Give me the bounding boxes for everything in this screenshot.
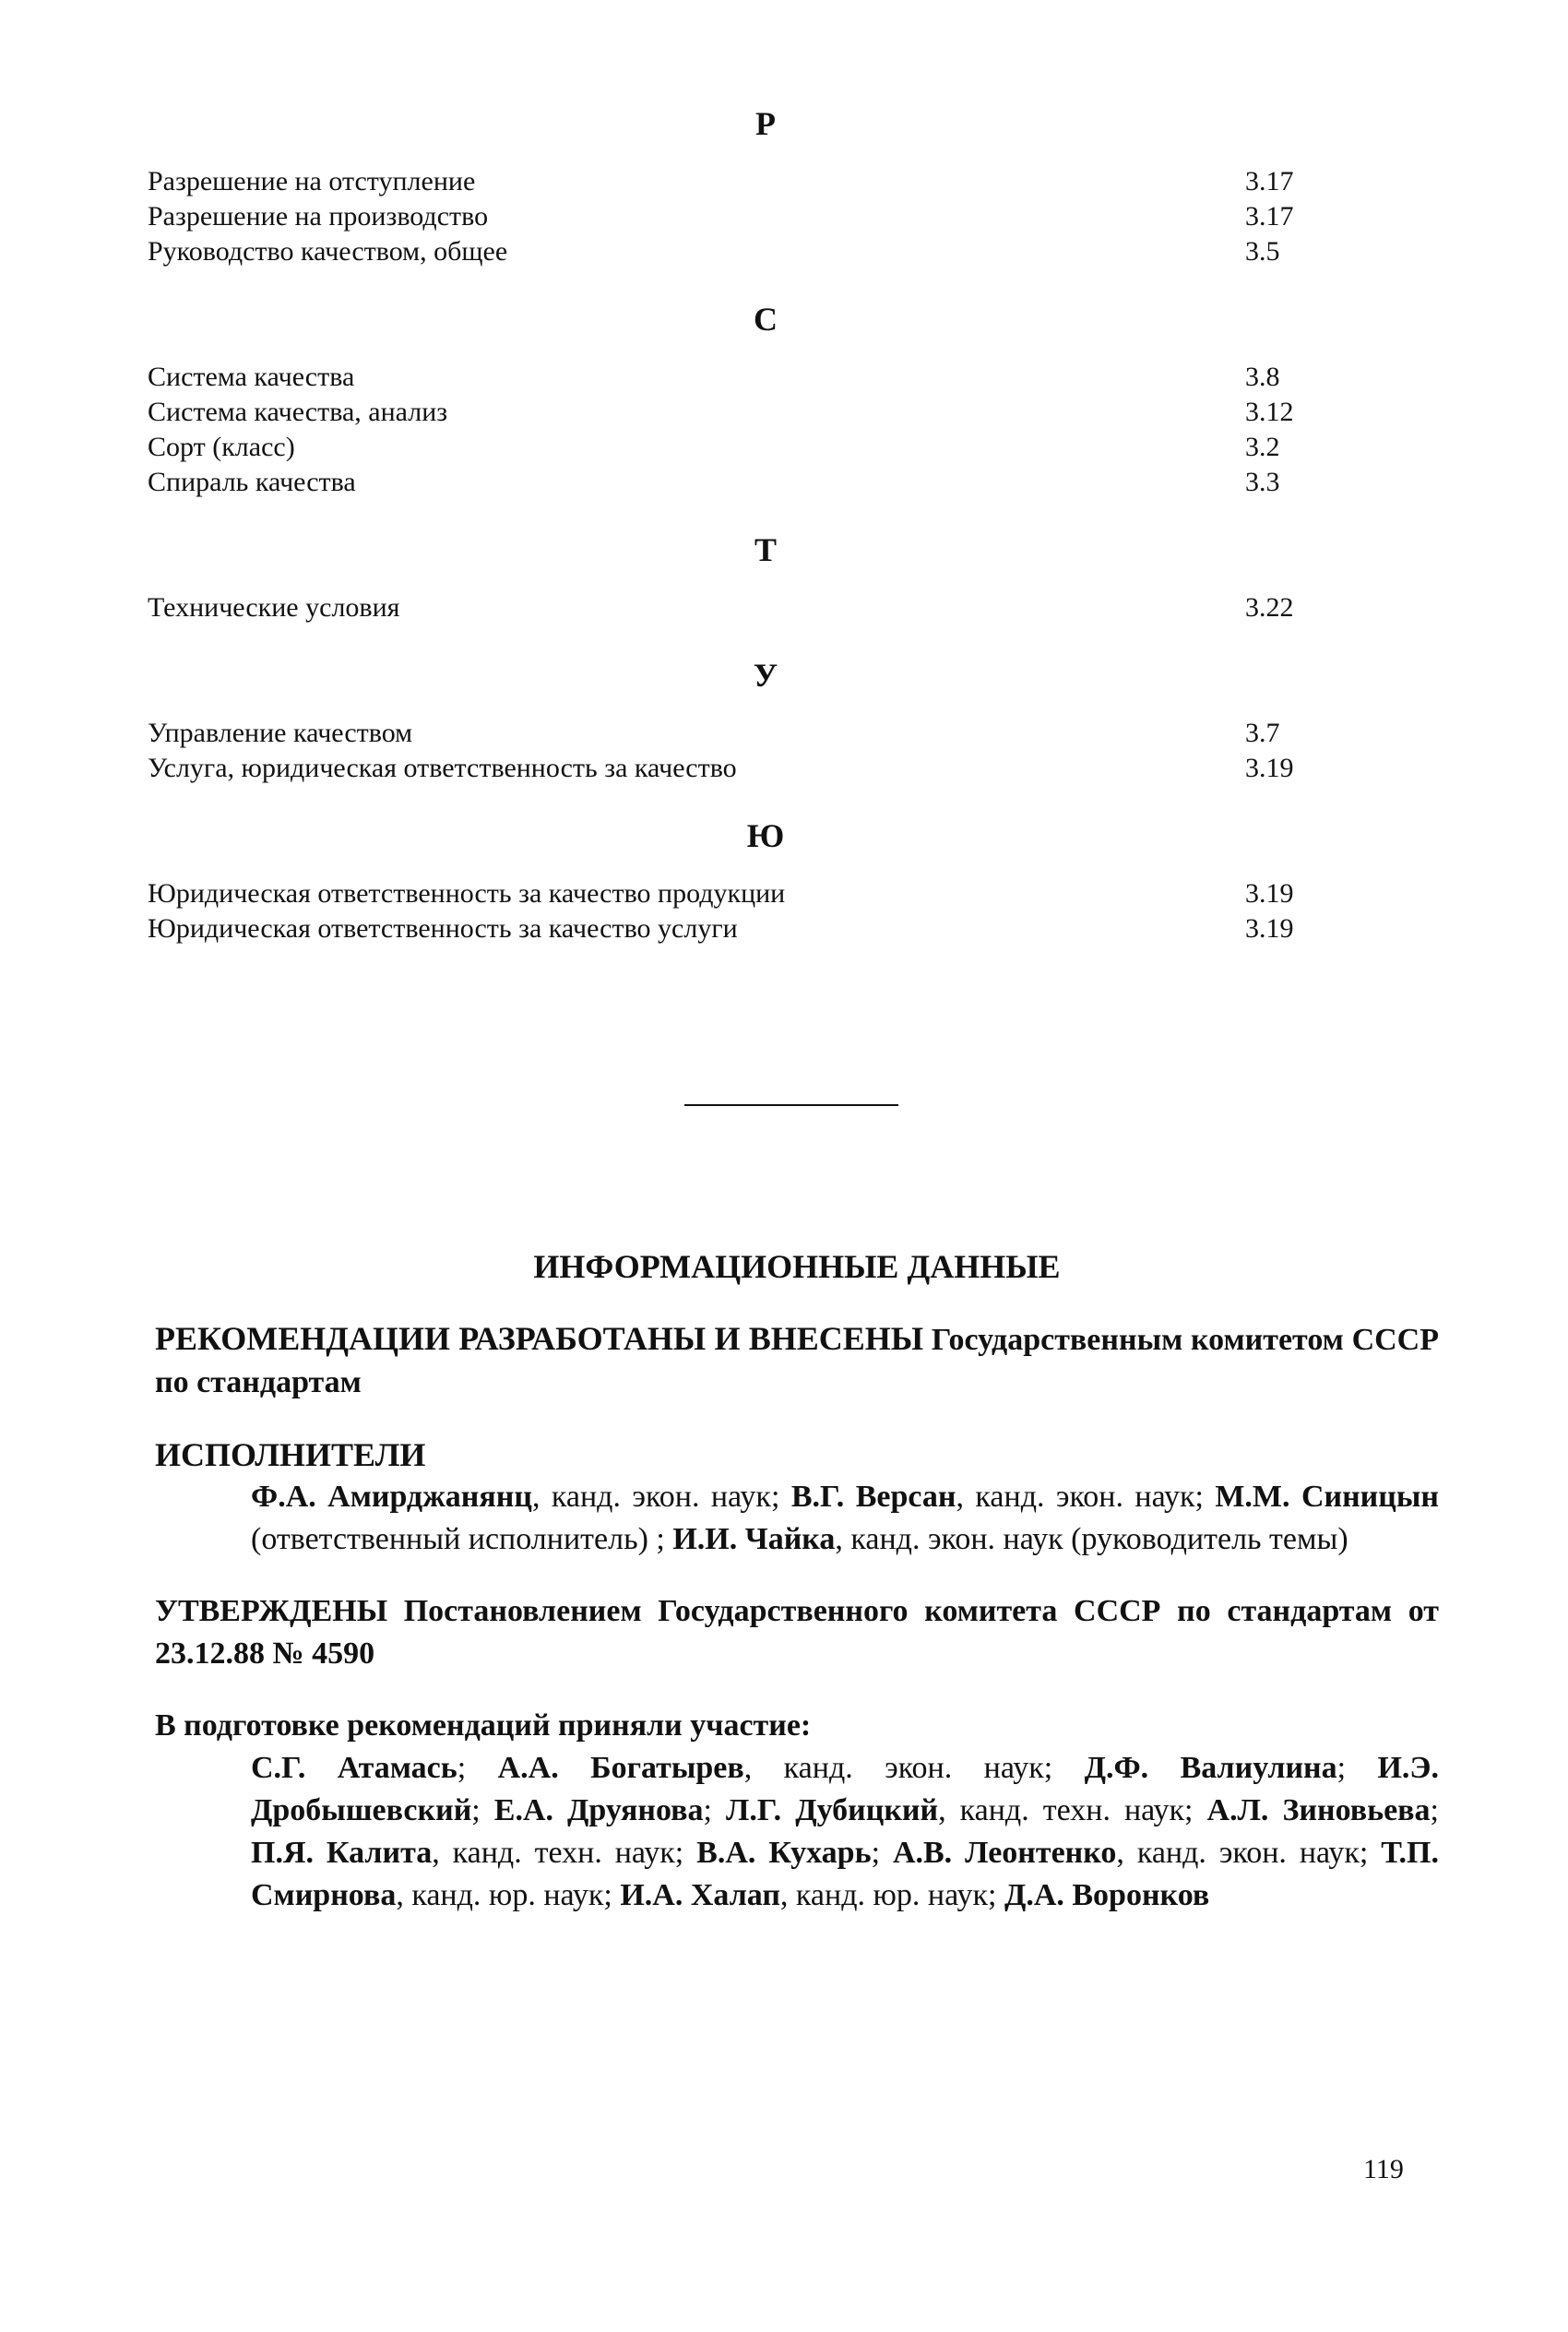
person-name: И.И. Чайка xyxy=(672,1522,836,1556)
person-name: И.Э. Дробышевский xyxy=(251,1751,1439,1827)
person-note: , канд. юр. наук; xyxy=(396,1878,621,1912)
index-term: Система качества, анализ xyxy=(148,397,448,427)
index-ref: 3.17 xyxy=(1245,166,1294,196)
index-ref: 3.19 xyxy=(1245,878,1294,909)
person-name: И.А. Халап xyxy=(620,1878,780,1912)
index-ref: 3.5 xyxy=(1245,236,1280,267)
developed-text: Государственным комитетом СССР по стандартам xyxy=(155,1323,1440,1399)
index-letter: У xyxy=(753,657,778,694)
performers-heading: ИСПОЛНИТЕЛИ xyxy=(155,1436,426,1473)
index-letter: Ю xyxy=(746,817,785,854)
person-note: , канд. экон. наук; xyxy=(531,1480,791,1514)
person-note: , канд. экон. наук (руководитель темы) xyxy=(835,1522,1348,1556)
person-name: Л.Г. Дубицкий xyxy=(726,1793,939,1827)
index-entry xyxy=(148,395,1310,430)
person-note: , канд. техн. наук; xyxy=(432,1836,697,1870)
index-ref: 3.8 xyxy=(1245,362,1280,392)
index-ref: 3.19 xyxy=(1245,913,1294,944)
index-group-r xyxy=(148,101,1310,269)
person-name: Е.А. Друянова xyxy=(493,1793,704,1827)
person-name: Т.П. Смирнова xyxy=(251,1836,1439,1912)
approved-block: УТВЕРЖДЕНЫ Постановлением Государственного комитета СССР по стандартам от 23.12.88 № 4590 xyxy=(155,1594,1439,1671)
index-group-t xyxy=(148,528,1310,625)
index-group-s xyxy=(148,297,1310,500)
person-note: , канд. экон. наук; xyxy=(743,1751,1085,1785)
developed-heading: РЕКОМЕНДАЦИИ РАЗРАБОТАНЫ И ВНЕСЕНЫ xyxy=(155,1320,924,1357)
index-entry xyxy=(148,360,1310,395)
person-name: В.Г. Версан xyxy=(790,1480,956,1514)
person-name: В.А. Кухарь xyxy=(696,1836,872,1870)
index-ref: 3.17 xyxy=(1245,201,1294,232)
person-note: , канд. юр. наук; xyxy=(779,1878,1004,1912)
person-note: ; xyxy=(471,1793,494,1827)
index-term: Разрешение на отступление xyxy=(148,166,476,196)
index-term: Руководство качеством, общее xyxy=(148,236,508,267)
index-group-u xyxy=(148,653,1310,786)
person-note: ; xyxy=(871,1836,893,1870)
person-name: С.Г. Атамась xyxy=(251,1751,457,1785)
index-entry xyxy=(148,590,1310,625)
person-name: П.Я. Калита xyxy=(251,1836,433,1870)
index-term: Юридическая ответственность за качество услуги xyxy=(148,913,738,944)
index-ref: 3.19 xyxy=(1245,753,1294,783)
index-entry xyxy=(148,716,1310,751)
performers-list xyxy=(155,1476,1439,1561)
index-entry xyxy=(148,876,1310,911)
person-name: Д.А. Воронков xyxy=(1004,1878,1210,1912)
index-ref: 3.22 xyxy=(1245,592,1294,623)
person-name: Д.Ф. Валиулина xyxy=(1084,1751,1337,1785)
person-note: , канд. экон. наук; xyxy=(956,1480,1216,1514)
index-ref: 3.2 xyxy=(1245,432,1280,462)
person-note: (ответственный исполнитель) ; xyxy=(251,1522,673,1556)
index-term: Юридическая ответственность за качество продукции xyxy=(148,878,786,909)
index-entry xyxy=(148,164,1310,199)
index-entry xyxy=(148,234,1310,269)
page-number: 119 xyxy=(1363,2154,1404,2184)
index-group-yu xyxy=(148,814,1310,946)
person-note: ; xyxy=(457,1751,498,1785)
subject-index xyxy=(148,101,1310,974)
info-title: ИНФОРМАЦИОННЫЕ ДАННЫЕ xyxy=(533,1248,1061,1285)
performers-block xyxy=(155,1434,1439,1561)
person-note: , канд. техн. наук; xyxy=(938,1793,1207,1827)
index-letter: Т xyxy=(754,531,777,568)
person-name: А.Л. Зиновьева xyxy=(1206,1793,1431,1827)
index-letter: С xyxy=(754,301,778,338)
index-term: Система качества xyxy=(148,362,355,392)
index-entry xyxy=(148,199,1310,234)
participants-list xyxy=(155,1747,1439,1917)
person-note: , канд. экон. наук; xyxy=(1116,1836,1382,1870)
index-letter: Р xyxy=(755,105,776,142)
index-entry xyxy=(148,751,1310,786)
person-name: Ф.А. Амирджанянц xyxy=(251,1480,532,1514)
index-entry xyxy=(148,911,1310,946)
index-term: Сорт (класс) xyxy=(148,432,295,462)
person-note: ; xyxy=(1336,1751,1378,1785)
person-name: М.М. Синицын xyxy=(1215,1480,1439,1514)
index-ref: 3.7 xyxy=(1245,718,1280,748)
index-term: Разрешение на производство xyxy=(148,201,489,232)
participants-block xyxy=(155,1705,1439,1917)
participants-heading: В подготовке рекомендаций приняли участие: xyxy=(155,1708,812,1743)
person-note: ; xyxy=(703,1793,727,1827)
person-name: А.В. Леонтенко xyxy=(892,1836,1117,1870)
index-entry xyxy=(148,430,1310,465)
person-name: А.А. Богатырев xyxy=(497,1751,744,1785)
index-term: Управление качеством xyxy=(148,718,413,748)
index-ref: 3.12 xyxy=(1245,397,1294,427)
index-term: Спираль качества xyxy=(148,467,356,497)
index-ref: 3.3 xyxy=(1245,467,1280,497)
developed-block xyxy=(155,1317,1439,1404)
person-note: ; xyxy=(1430,1793,1439,1827)
index-entry xyxy=(148,465,1310,500)
index-term: Услуга, юридическая ответственность за качество xyxy=(148,753,737,783)
info-section xyxy=(155,1245,1439,1917)
section-divider xyxy=(684,1104,898,1106)
index-term: Технические условия xyxy=(148,592,400,623)
